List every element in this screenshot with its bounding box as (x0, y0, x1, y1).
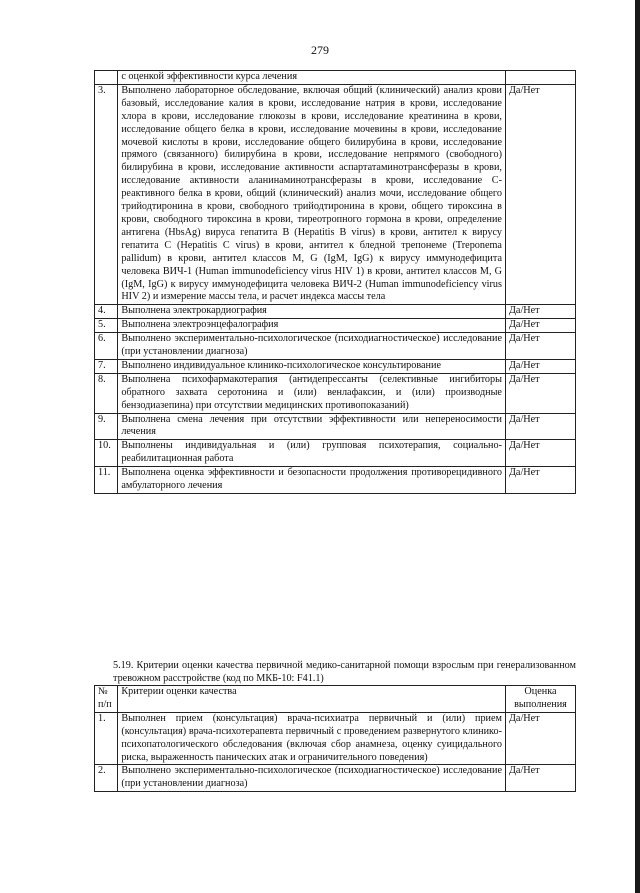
grade-value: Да/Нет (505, 359, 575, 373)
criterion-text: Выполнена психофармакотерапия (антидепрессанты (селективные ингибиторы обратного захвата серотонина и (или) венлафаксин, и (или) производные бензодиазепина) при отсутствии медицинских противопоказаний) (118, 373, 506, 413)
grade-value: Да/Нет (505, 440, 575, 467)
page-number: 279 (311, 43, 329, 57)
criterion-text: с оценкой эффективности курса лечения (118, 71, 506, 85)
criterion-text: Выполнено индивидуальное клинико-психологическое консультирование (118, 359, 506, 373)
table-row (95, 84, 576, 304)
column-header-number: № п/п (95, 686, 118, 713)
grade-value: Да/Нет (505, 319, 575, 333)
row-number: 11. (95, 467, 118, 494)
row-number: 2. (95, 765, 118, 792)
table-row (95, 373, 576, 413)
row-number: 4. (95, 305, 118, 319)
grade-value: Да/Нет (505, 305, 575, 319)
grade-value: Да/Нет (505, 467, 575, 494)
table-row (95, 305, 576, 319)
section-heading: 5.19. Критерии оценки качества первичной медико-санитарной помощи взрослым при генерализованном тревожном расстройстве (код по МКБ-10: F41.1) (113, 660, 576, 684)
criterion-text: Выполнена электроэнцефалография (118, 319, 506, 333)
grade-value: Да/Нет (505, 333, 575, 360)
criterion-text: Выполнена смена лечения при отсутствии эффективности или непереносимости лечения (118, 413, 506, 440)
column-header-criteria: Критерии оценки качества (118, 686, 506, 713)
criterion-text: Выполнены индивидуальная и (или) групповая психотерапия, социально-реабилитационная работа (118, 440, 506, 467)
row-number: 3. (95, 84, 118, 304)
row-number: 6. (95, 333, 118, 360)
grade-value (505, 71, 575, 85)
table-row (95, 333, 576, 360)
grade-value: Да/Нет (505, 373, 575, 413)
row-number: 1. (95, 712, 118, 765)
table-row (95, 359, 576, 373)
criterion-text: Выполнено экспериментально-психологическое (психодиагностическое) исследование (при установлении диагноза) (118, 333, 506, 360)
table-header-row (95, 686, 576, 713)
row-number: 10. (95, 440, 118, 467)
criterion-text: Выполнено лабораторное обследование, включая общий (клинический) анализ крови базовый, исследование калия в крови, исследование натрия в крови, исследование хлора в крови, исследование глюкозы в крови, исследование креатинина в крови, исследование общего белка в крови, исследование мочевины в крови, исследование мочевой кислоты в крови, исследование общего билирубина в крови, исследование прямого (связанного) билирубина в крови, исследование непрямого (свободного) билирубина в крови, исследование активности аспартатаминотрансферазы в крови, исследование активности аланинаминотрансферазы в крови, исследование С-реактивного белка в крови, общий (клинический) анализ мочи, исследование общего трийодтиронина в крови, свободного трийодтиронина в крови, общего тироксина в крови, свободного тироксина в крови, тиреотропного гормона в крови, определение антигена (HbsAg) вируса гепатита B (Hepatitis B virus) в крови, антител к вирусу гепатита C (Hepatitis C virus) в крови, антител к бледной трепонеме (Treponema pallidum) в крови, антител классов M, G (IgM, IgG) к вирусу иммунодефицита человека ВИЧ-1 (Human immunodeficiency virus HIV 1) в крови, антител классов M, G (IgM, IgG) к вирусу иммунодефицита человека ВИЧ-2 (Human immunodeficiency virus HIV 2) и измерение массы тела, и расчет индекса массы тела (118, 84, 506, 304)
grade-value: Да/Нет (505, 712, 575, 765)
table-row (95, 71, 576, 85)
table-row (95, 319, 576, 333)
table-row (95, 467, 576, 494)
criterion-text: Выполнена электрокардиография (118, 305, 506, 319)
scan-edge-shadow (635, 0, 640, 893)
grade-value: Да/Нет (505, 765, 575, 792)
table-row (95, 413, 576, 440)
table-row (95, 440, 576, 467)
table-row (95, 765, 576, 792)
column-header-grade: Оценка выполнения (505, 686, 575, 713)
row-number: 5. (95, 319, 118, 333)
row-number: 7. (95, 359, 118, 373)
criterion-text: Выполнена оценка эффективности и безопасности продолжения противорецидивного амбулаторного лечения (118, 467, 506, 494)
row-number: 9. (95, 413, 118, 440)
grade-value: Да/Нет (505, 84, 575, 304)
grade-value: Да/Нет (505, 413, 575, 440)
criteria-table-continued (94, 70, 576, 494)
table-row (95, 712, 576, 765)
row-number: 8. (95, 373, 118, 413)
criteria-table (94, 685, 576, 792)
row-number (95, 71, 118, 85)
criterion-text: Выполнен прием (консультация) врача-психиатра первичный и (или) прием (консультация) врача-психотерапевта первичный с проведением развернутого клинико-психопатологического обследования (включая сбор анамнеза, оценку суицидального риска, выраженность панических атак и ограничительного поведения) (118, 712, 506, 765)
criterion-text: Выполнено экспериментально-психологическое (психодиагностическое) исследование (при установлении диагноза) (118, 765, 506, 792)
